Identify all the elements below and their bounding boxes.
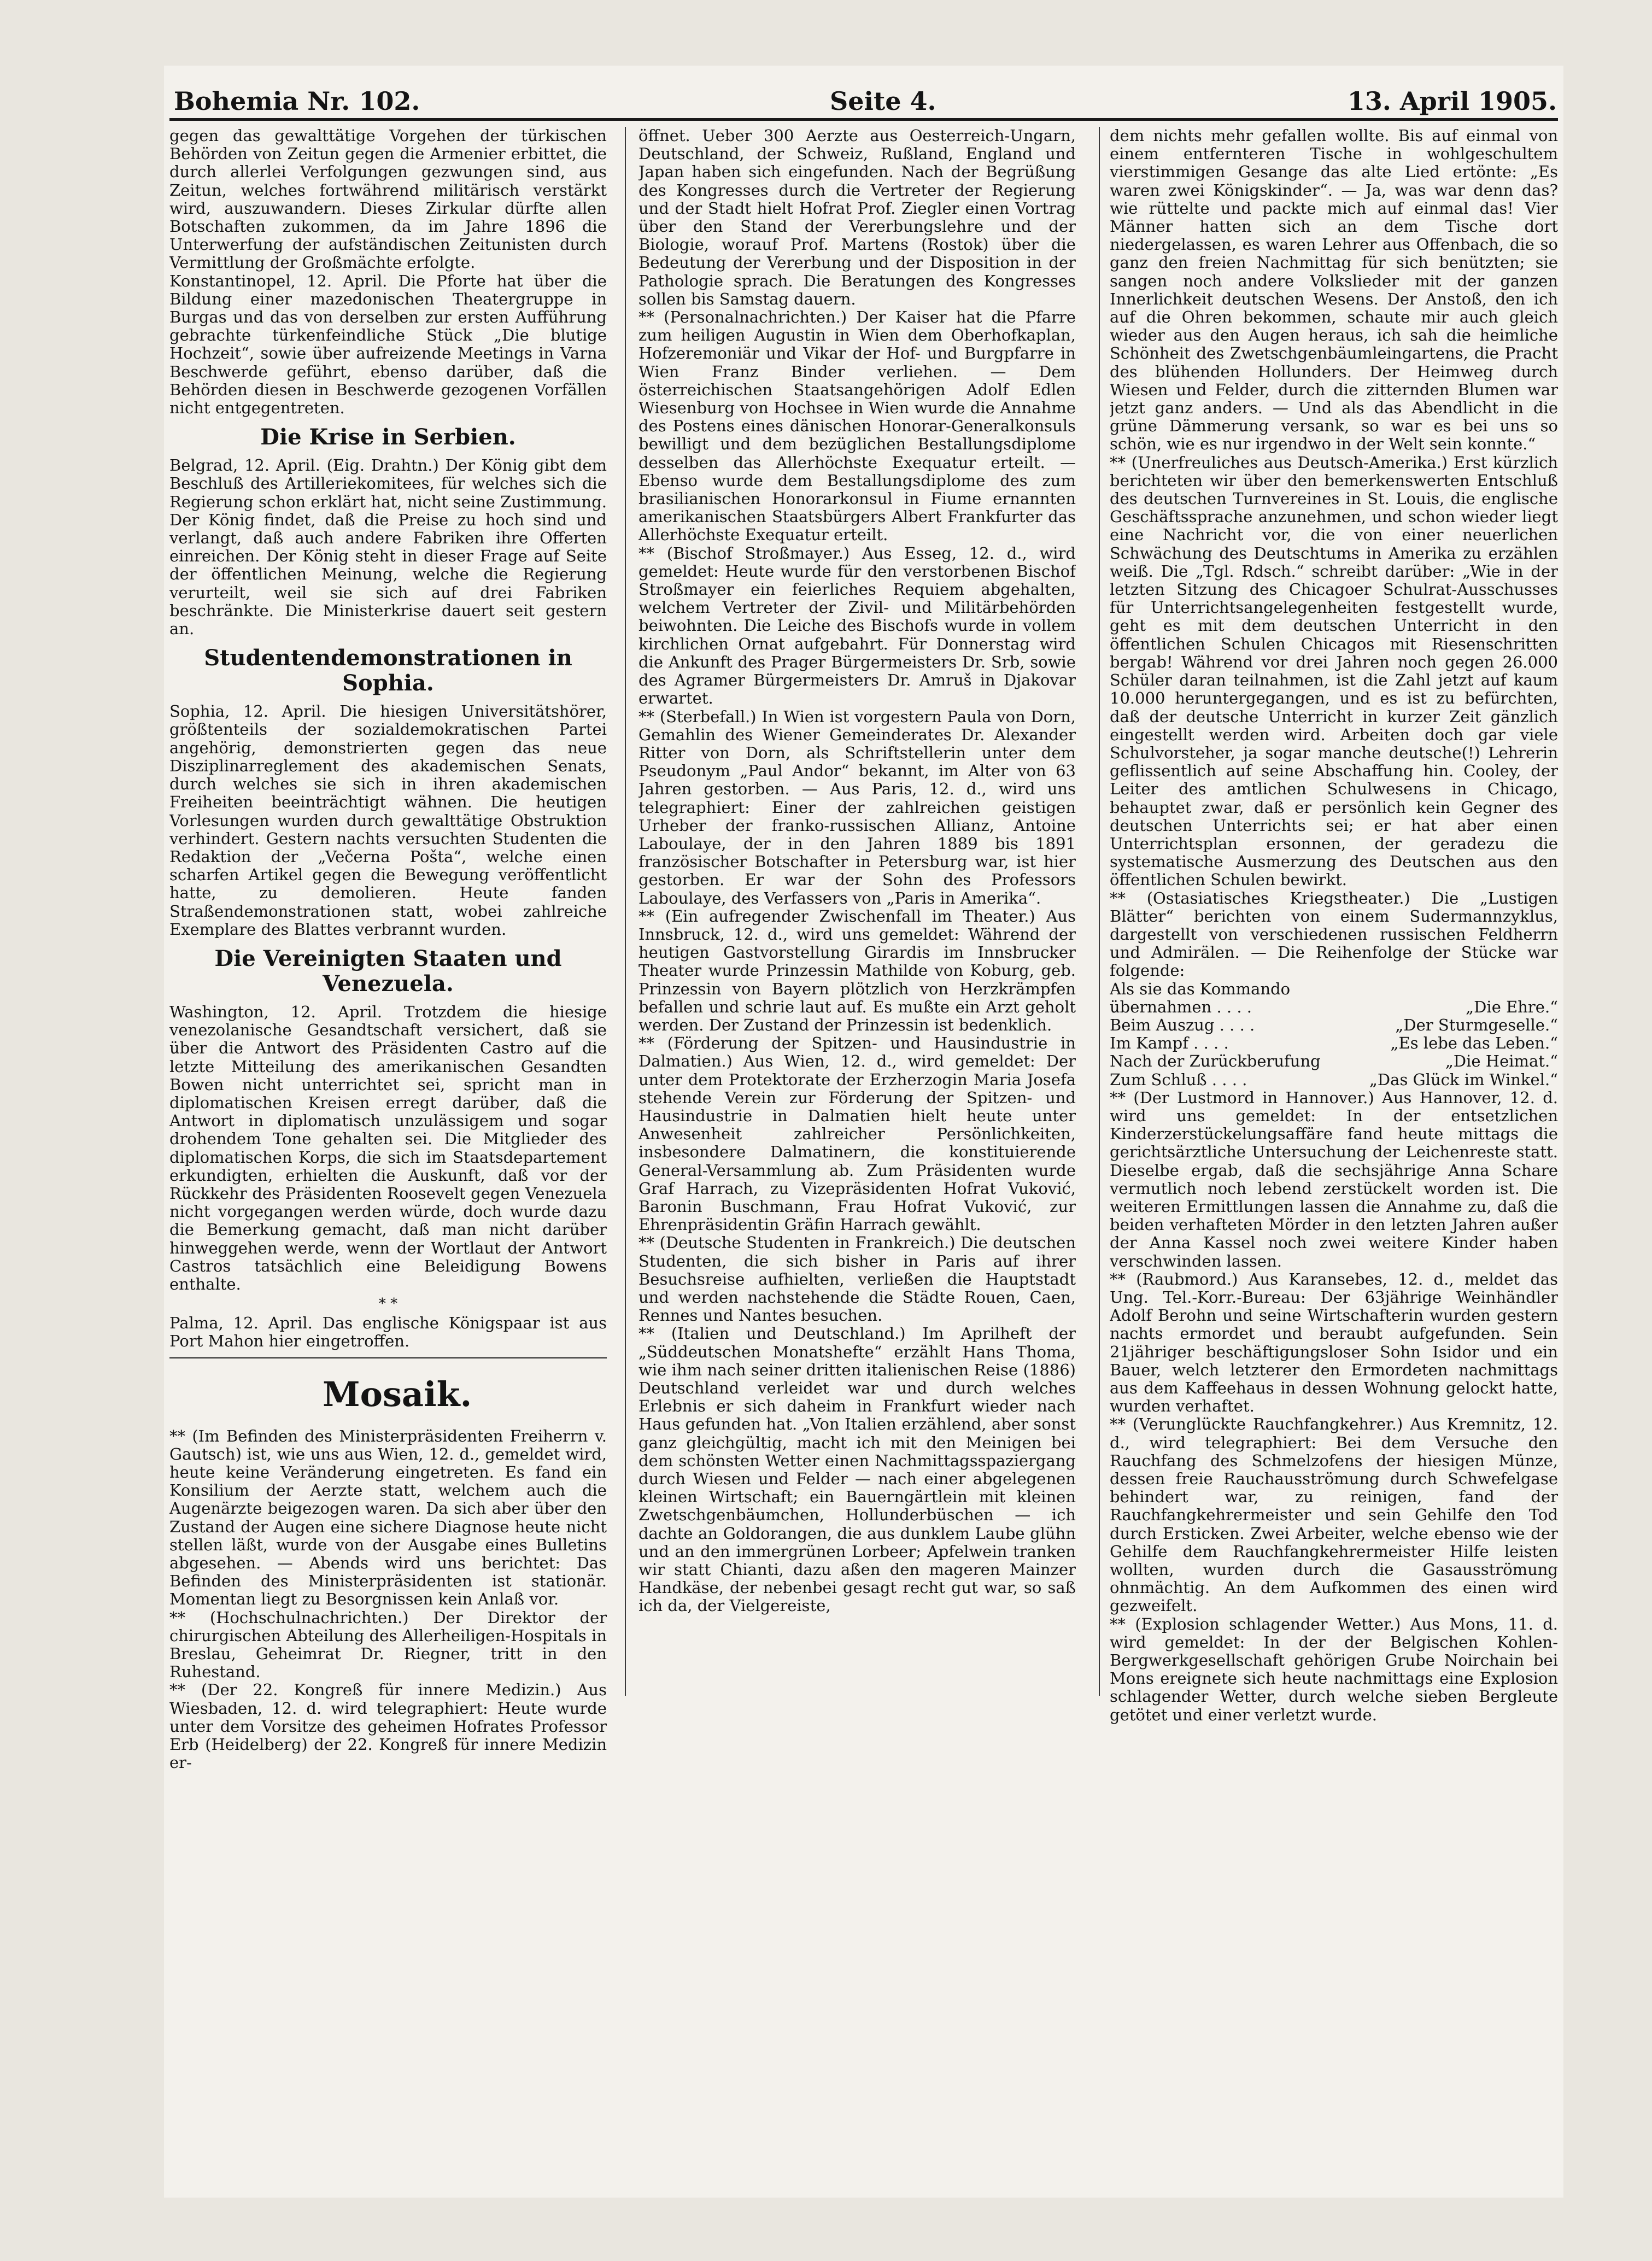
list-item: übernahmen . . . . „Die Ehre.“ (1110, 997, 1558, 1016)
article-paragraph: ** (Hochschulnachrichten.) Der Direktor der chirurgischen Abteilung des Allerheiligen-Hospitals in Breslau, Geheimrat Dr. Riegner, tritt in den Ruhestand. (169, 1608, 607, 1682)
masthead-issue: Bohemia Nr. 102. (174, 86, 420, 116)
column-3 (1110, 127, 1558, 2182)
article-paragraph: ** (Italien und Deutschland.) Im Aprilheft der „Süddeutschen Monatshefte“ erzählt Hans Thoma, wie ihm nach seiner dritten italienischen Reise (1886) Deutschland verleidet war und durch welches Erlebnis er sich daheim in Frankfurt wieder nach Haus gefunden hat. „Von Italien erzählend, aber sonst ganz gleichgültig, macht ich mit den Meinigen bei dem schönsten Wetter einen Nachmittagsspaziergang durch Wiesen und Felder — nach einer abgelegenen kleinen Wirtschaft; ein Bauerngärtlein mit kleinen Zwetschgenbäumchen, Hollunderbüschen — ich dachte an Goldorangen, die aus dunklem Laube glühn und an den immergrünen Lorbeer; Apfelwein tranken wir statt Chianti, dazu aßen den mageren Mainzer Handkäse, der nebenbei gesagt recht gut war, so saß ich da, der Vielgereiste, (638, 1324, 1076, 1615)
article-paragraph: ** (Personalnachrichten.) Der Kaiser hat die Pfarre zum heiligen Augustin in Wien dem Oberhofkaplan, Hofzeremoniär und Vikar der Hof- und Burgpfarre in Wien Franz Binder verliehen. — Dem österreichischen Staatsangehörigen Adolf Edlen Wiesenburg von Hochsee in Wien wurde die Annahme des Postens eines dänischen Honorar-Generalkonsuls bewilligt und dem bezüglichen Bestallungsdiplome desselben das Allerhöchste Exequatur erteilt. — Ebenso wurde dem Bestallungsdiplome des zum brasilianischen Honorarkonsul in Fiume ernannten amerikanischen Staatsbürgers Albert Frankfurter das Allerhöchste Exequatur erteilt. (638, 308, 1076, 544)
article-paragraph: ** (Ostasiatisches Kriegstheater.) Die „Lustigen Blätter“ berichten von einem Sudermannzyklus, dargestellt von verschiedenen russischen Feldherrn und Admirälen. — Die Reihenfolge der Stücke war folgende: (1110, 888, 1558, 980)
article-paragraph: ** (Verunglückte Rauchfangkehrer.) Aus Kremnitz, 12. d., wird telegraphiert: Bei dem Versuche den Rauchfang des Schmelzofens der hiesigen Münze, dessen freie Rauchausströmung durch Schwefelgase behindert war, zu reinigen, fand der Rauchfangkehrermeister und sein Gehilfe den Tod durch Ersticken. Zwei Arbeiter, welche ebenso wie der Gehilfe dem Rauchfangkehrermeister Hilfe leisten wollten, wurden durch die Gasausströmung ohnmächtig. An dem Aufkommen des einen wird gezweifelt. (1110, 1415, 1558, 1615)
article-paragraph: ** (Raubmord.) Aus Karansebes, 12. d., meldet das Ung. Tel.-Korr.-Bureau: Der 63jährige Weinhändler Adolf Berohn und seine Wirtschafterin wurden gestern nachts ermordet und beraubt aufgefunden. Sein 21jähriger beschäftigungsloser Sohn Isidor und ein Bauer, welch letzterer den Ermordeten nachmittags aus dem Kaffeehaus in dessen Wohnung gelockt hatte, wurden verhaftet. (1110, 1269, 1558, 1416)
column-1 (169, 127, 607, 2182)
article-paragraph: Belgrad, 12. April. (Eig. Drahtn.) Der König gibt dem Beschluß des Artilleriekomitees, für welches sich die Regierung schon erklärt hat, nicht seine Zustimmung. Der König findet, daß die Preise zu hoch sind und verlangt, daß auch andere Fabriken ihre Offerten einreichen. Der König steht in dieser Frage auf Seite der öffentlichen Meinung, welche die Regierung verurteilt, weil sie sich auf drei Fabriken beschränkte. Die Ministerkrise dauert seit gestern an. (169, 456, 607, 639)
separator-asterisks: * * (378, 1296, 398, 1313)
column-divider-2 (1099, 127, 1100, 1696)
section-heading: Die Vereinigten Staaten und Venezuela. (214, 945, 562, 997)
article-paragraph: ** (Im Befinden des Ministerpräsidenten Freiherrn v. Gautsch) ist, wie uns aus Wien, 12. d., gemeldet wird, heute keine Veränderung eingetreten. Es fand ein Konsilium der Aerzte statt, welchem auch die Augenärzte beigezogen waren. Da sich aber über den Zustand der Augen eine sichere Diagnose heute nicht stellen läßt, wurde von der Ausgabe eines Bulletins abgesehen. — Abends wird uns berichtet: Das Befinden des Ministerpräsidenten ist stationär. Momentan liegt zu Besorgnissen kein Anlaß vor. (169, 1426, 607, 1609)
list-item: Zum Schluß . . . . „Das Glück im Winkel.“ (1110, 1070, 1558, 1089)
article-paragraph: ** (Bischof Stroßmayer.) Aus Esseg, 12. d., wird gemeldet: Heute wurde für den verstorbenen Bischof Stroßmayer ein feierliches Requiem abgehalten, welchem Vertreter der Zivil- und Militärbehörden beiwohnten. Die Leiche des Bischofs wurde in vollem kirchlichen Ornat aufgebahrt. Für Donnerstag wird die Ankunft des Prager Bürgermeisters Dr. Srb, sowie des Agramer Bürgermeisters Dr. Amruš in Djakovar erwartet. (638, 543, 1076, 708)
section-heading: Die Krise in Serbien. (260, 424, 516, 450)
list-intro: Als sie das Kommando (1110, 979, 1291, 998)
header-rule (169, 118, 1558, 121)
column-divider-1 (625, 127, 626, 1696)
newspaper-page (164, 66, 1563, 2198)
article-paragraph: ** (Förderung der Spitzen- und Hausindustrie in Dalmatien.) Aus Wien, 12. d., wird gemeldet: Der unter dem Protektorate der Erzherzogin Maria Josefa stehende Verein zur Förderung der Spitzen- und Hausindustrie in Dalmatien hielt heute unter Anwesenheit zahlreicher Persönlichkeiten, insbesondere Dalmatinern, die konstituierende General-Versammlung ab. Zum Präsidenten wurde Graf Harrach, zu Vizepräsidenten Hofrat Vuković, Baronin Buschmann, Frau Hofrat Vuković, zur Ehrenpräsidentin Gräfin Harrach gewählt. (638, 1034, 1076, 1234)
section-rule (169, 1357, 607, 1358)
article-paragraph: öffnet. Ueber 300 Aerzte aus Oesterreich-Ungarn, Deutschland, der Schweiz, Rußland, England und Japan haben sich eingefunden. Nach der Begrüßung des Kongresses durch die Vertreter der Regierung und der Stadt hielt Hofrat Prof. Ziegler einen Vortrag über den Stand der Vererbungslehre und der Biologie, worauf Prof. Martens (Rostok) über die Bedeutung der Vererbung und der Disposition in der Pathologie sprach. Die Beratungen des Kongresses sollen bis Samstag dauern. (638, 127, 1076, 308)
issue-date: 13. April 1905. (1347, 86, 1557, 116)
article-paragraph: ** (Explosion schlagender Wetter.) Aus Mons, 11. d. wird gemeldet: In der der Belgischen Kohlen-Bergwerkgesellschaft gehörigen Grube Noirchain bei Mons ereignete sich heute nachmittags eine Explosion schlagender Wetter, durch welche sieben Bergleute getötet und einer verletzt wurde. (1110, 1614, 1558, 1724)
article-paragraph: ** (Ein aufregender Zwischenfall im Theater.) Aus Innsbruck, 12. d., wird uns gemeldet: Während der heutigen Gastvorstellung Girardis im Innsbrucker Theater wurde Prinzessin Mathilde von Koburg, geb. Prinzessin von Bayern plötzlich von Herzkrämpfen befallen und schrie laut auf. Es mußte ein Arzt geholt werden. Der Zustand der Prinzessin ist bedenklich. (638, 906, 1076, 1034)
column-2 (638, 127, 1076, 2182)
article-paragraph: gegen das gewalttätige Vorgehen der türkischen Behörden von Zeitun gegen die Armenier erbittet, die durch allerlei Verfolgungen gezwungen sind, aus Zeitun, welches fortwährend militärisch verstärkt wird, auszuwandern. Dieses Zirkular dürfte allen Botschaften zukommen, da im Jahre 1896 die Unterwerfung der aufständischen Zeitunisten durch Vermittlung der Großmächte erfolgte. (169, 127, 607, 272)
play-list (1110, 998, 1558, 1089)
list-item: Im Kampf . . . . „Es lebe das Leben.“ (1110, 1034, 1558, 1053)
list-item: Beim Auszug . . . . „Der Sturmgeselle.“ (1110, 1015, 1558, 1034)
article-paragraph: dem nichts mehr gefallen wollte. Bis auf einmal von einem entfernteren Tische in wohlgeschultem vierstimmigen Gesange das alte Lied ertönte: „Es waren zwei Königskinder“. — Ja, was war denn das? wie rüttelte und packte mich auf einmal das! Vier Männer hatten sich an dem Tische dort niedergelassen, es waren Lehrer aus Offenbach, die so ganz den freien Nachmittag für sich benützten; sie sangen noch andere Volkslieder mit der ganzen Innerlichkeit deutschen Wesens. Der Anstoß, den ich auf die Ohren bekommen, schaute mir auch gleich wieder aus den Augen heraus, ich sah die heimliche Schönheit des Zwetschgenbäumleingartens, die Pracht des blühenden Hollunders. Der Heimweg durch Wiesen und Felder, durch die zitternden Blumen war jetzt ganz anders. — Und als das Abendlicht in die grüne Dämmerung versank, so war es bei uns so schön, wie es nur irgendwo in der Welt sein konnte.“ (1110, 127, 1558, 454)
mosaik-heading: Mosaik. (323, 1374, 472, 1414)
article-paragraph: Washington, 12. April. Trotzdem die hiesige venezolanische Gesandtschaft versichert, daß sie über die Antwort des Präsidenten Castro auf die letzte Mitteilung des amerikanischen Gesandten Bowen nicht unterrichtet sei, spricht man in diplomatischen Kreisen erregt darüber, daß die Antwort in diplomatisch unzulässigem und sogar drohendem Tone gehalten sei. Die Mitglieder des diplomatischen Korps, die sich im Staatsdepartement erkundigten, erhielten die Auskunft, daß vor der Rückkehr des Präsidenten Roosevelt gegen Venezuela nicht vorgegangen werden würde, doch wurde dazu die Bemerkung gemacht, daß man nicht darüber hinweggehen werde, wenn der Wortlaut der Antwort Castros tatsächlich eine Beleidigung Bowens enthalte. (169, 1002, 607, 1293)
page-number: Seite 4. (830, 86, 936, 116)
article-paragraph: Konstantinopel, 12. April. Die Pforte hat über die Bildung einer mazedonischen Theatergruppe in Burgas und das von derselben zur ersten Aufführung gebrachte türkenfeindliche Stück „Die blutige Hochzeit“, sowie über aufreizende Meetings in Varna Beschwerde geführt, ebenso darüber, daß die Behörden diesen in Beschwerde gezogenen Vorfällen nicht entgegentreten. (169, 271, 607, 418)
article-paragraph: ** (Deutsche Studenten in Frankreich.) Die deutschen Studenten, die sich bisher in Paris auf ihrer Besuchsreise aufhielten, verließen die Hauptstadt und werden nachstehende die Städte Rouen, Caen, Rennes und Nantes besuchen. (638, 1233, 1076, 1325)
section-heading: Studentendemonstrationen in Sophia. (204, 645, 572, 696)
article-paragraph: ** (Der Lustmord in Hannover.) Aus Hannover, 12. d. wird uns gemeldet: In der entsetzlichen Kinderzerstückelungsaffäre fand heute mittags die gerichtsärztliche Untersuchung der Leichenreste statt. Dieselbe ergab, daß die sechsjährige Anna Schare vermutlich noch lebend zerstückelt worden ist. Die weiteren Ermittlungen lassen die Annahme zu, daß die beiden verhafteten Mörder in den letzten Jahren außer der Anna Kassel noch zwei weitere Kinder haben verschwinden lassen. (1110, 1088, 1558, 1270)
article-paragraph: Sophia, 12. April. Die hiesigen Universitätshörer, größtenteils der sozialdemokratischen Partei angehörig, demonstrierten gegen das neue Disziplinarreglement des akademischen Senats, durch welches sie sich in ihren akademischen Freiheiten beeinträchtigt wähnen. Die heutigen Vorlesungen wurden durch gewalttätige Obstruktion verhindert. Gestern nachts versuchten Studenten die Redaktion der „Večerna Pošta“, welche einen scharfen Artikel gegen die Bewegung veröffentlicht hatte, zu demolieren. Heute fanden Straßendemonstrationen statt, wobei zahlreiche Exemplare des Blattes verbrannt wurden. (169, 702, 607, 939)
article-paragraph: ** (Unerfreuliches aus Deutsch-Amerika.) Erst kürzlich berichteten wir über den bemerkenswerten Entschluß des deutschen Turnvereines in St. Louis, die englische Geschäftssprache anzunehmen, und schon wieder liegt eine Nachricht vor, die von einer neuerlichen Schwächung des Deutschtums in Amerika zu erzählen weiß. Die „Tgl. Rdsch.“ schreibt darüber: „Wie in der letzten Sitzung des Chicagoer Schulrat-Ausschusses für Unterrichtsangelegenheiten festgestellt wurde, geht es mit dem deutschen Unterricht in den öffentlichen Schulen Chicagos mit Riesenschritten bergab! Während vor drei Jahren noch gegen 26.000 Schüler daran teilnahmen, ist die Zahl jetzt auf kaum 10.000 heruntergegangen, und es ist zu befürchten, daß der deutsche Unterricht in kurzer Zeit gänzlich eingestellt werden wird. Arbeiten doch gar viele Schulvorsteher, ja sogar manche deutsche(!) Lehrerin geflissentlich auf seine Abschaffung hin. Cooley, der Leiter des amtlichen Schulwesens in Chicago, behauptet zwar, daß er persönlich kein Gegner des deutschen Unterrichts sei; er hat aber einen Unterrichtsplan ersonnen, der geradezu die systematische Ausmerzung des Deutschen aus den öffentlichen Schulen bewirkt. (1110, 453, 1558, 889)
article-paragraph: ** (Der 22. Kongreß für innere Medizin.) Aus Wiesbaden, 12. d. wird telegraphiert: Heute wurde unter dem Vorsitze des geheimen Hofrates Professor Erb (Heidelberg) der 22. Kongreß für innere Medizin er- (169, 1680, 607, 1772)
article-paragraph: Palma, 12. April. Das englische Königspaar ist aus Port Mahon hier eingetroffen. (169, 1314, 607, 1351)
article-paragraph: ** (Sterbefall.) In Wien ist vorgestern Paula von Dorn, Gemahlin des Wiener Gemeinderates Dr. Alexander Ritter von Dorn, als Schriftstellerin unter dem Pseudonym „Paul Andor“ bekannt, im Alter von 63 Jahren gestorben. — Aus Paris, 12. d., wird uns telegraphiert: Einer der zahlreichen geistigen Urheber der franko-russischen Allianz, Antoine Laboulaye, der in den Jahren 1889 bis 1891 französischer Botschafter in Petersburg war, ist hier gestorben. Er war der Sohn des Professors Laboulaye, des Verfassers von „Paris in Amerika“. (638, 707, 1076, 907)
list-item: Nach der Zurückberufung „Die Heimat.“ (1110, 1052, 1558, 1071)
